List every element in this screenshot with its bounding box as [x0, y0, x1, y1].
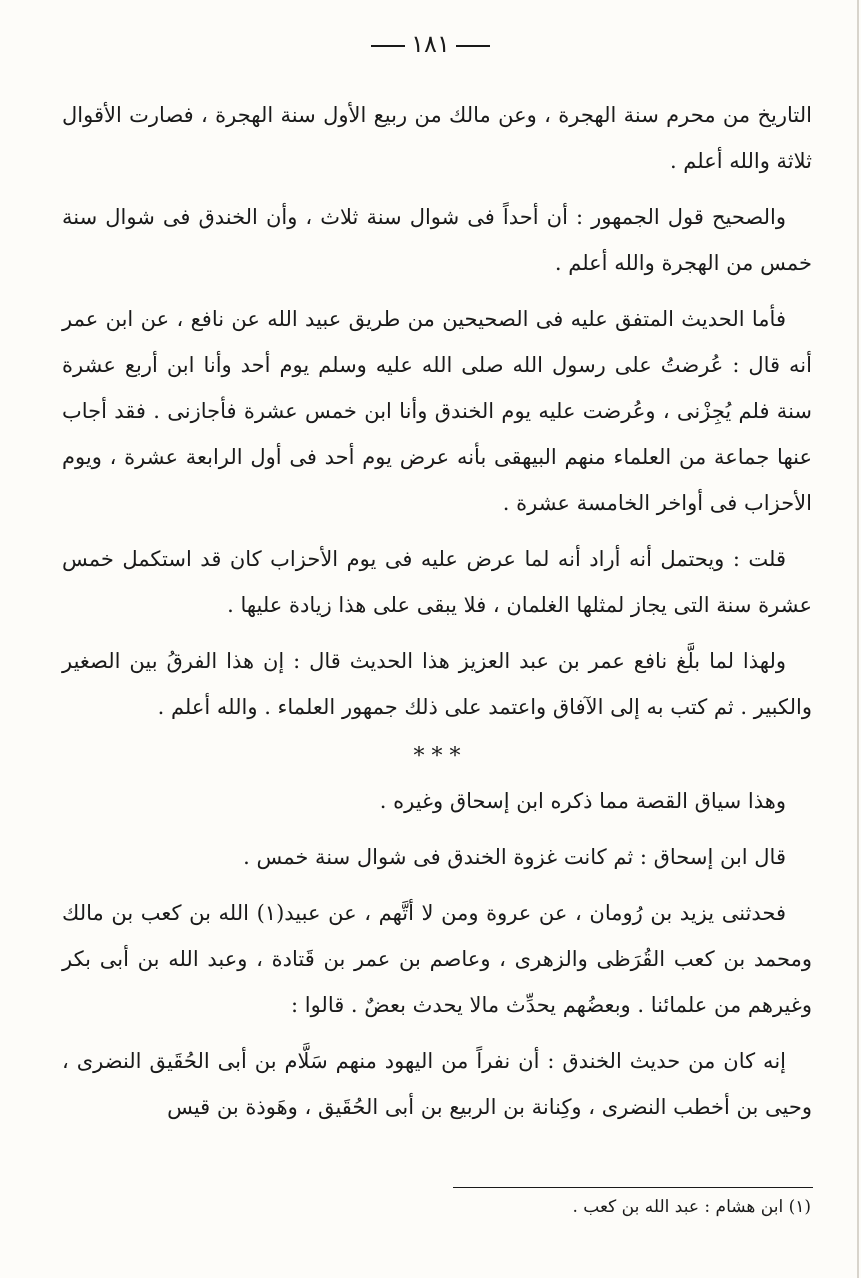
page-number: ١٨١: [411, 30, 450, 58]
main-text: [62, 92, 812, 1140]
paragraph: قال ابن إسحاق : ثم كانت غزوة الخندق فى شوال سنة خمس .: [243, 845, 786, 869]
paragraph: التاريخ من محرم سنة الهجرة ، وعن مالك من ربيع الأول سنة الهجرة ، فصارت الأقوال ثلاثة والله أعلم .: [62, 103, 812, 173]
paragraph: قلت : ويحتمل أنه أراد أنه لما عرض عليه فى يوم الأحزاب كان قد استكمل خمس عشرة سنة التى يجاز لمثلها الغلمان ، فلا يبقى على هذا زيادة عليها .: [62, 547, 812, 617]
paragraph: إنه كان من حديث الخندق : أن نفراً من اليهود منهم سَلَّام بن أبى الحُقَيق النضرى ، وحيى بن أخطب النضرى ، وكِنانة بن الربيع بن أبى الحُقَيق ، وهَوذة بن قيس: [62, 1049, 812, 1119]
paragraph: فأما الحديث المتفق عليه فى الصحيحين من طريق عبيد الله عن نافع ، عن ابن عمر أنه قال : عُرضتُ على رسول الله صلى الله عليه وسلم يوم أحد وأنا ابن أربع عشرة سنة فلم يُجِزْنى ، وعُرضت عليه يوم الخندق وأنا ابن خمس عشرة فأجازنى . فقد أجاب عنها جماعة من العلماء منهم البيهقى بأنه عرض يوم أحد فى أول الرابعة عشرة ، ويوم الأحزاب فى أواخر الخامسة عشرة .: [62, 307, 812, 515]
paragraph: ولهذا لما بلَّغ نافع عمر بن عبد العزيز هذا الحديث قال : إن هذا الفرقُ بين الصغير والكبير . ثم كتب به إلى الآفاق واعتمد على ذلك جمهور العلماء . والله أعلم .: [62, 649, 812, 719]
paragraph: فحدثنى يزيد بن رُومان ، عن عروة ومن لا أتَّهم ، عن عبيد(١) الله بن كعب بن مالك ومحمد بن كعب القُرَظى والزهرى ، وعاصم بن عمر بن قَتادة ، وعبد الله بن أبى بكر وغيرهم من علمائنا . وبعضُهم يحدِّث مالا يحدث بعضٌ . قالوا :: [62, 901, 812, 1017]
header-dash-right: [456, 45, 490, 47]
footnote: (١) ابن هشام : عبد الله بن كعب .: [572, 1197, 811, 1217]
footnote-divider: [453, 1187, 813, 1188]
paragraph: والصحيح قول الجمهور : أن أحداً فى شوال سنة ثلاث ، وأن الخندق فى شوال سنة خمس من الهجرة والله أعلم .: [62, 205, 812, 275]
paragraph: وهذا سياق القصة مما ذكره ابن إسحاق وغيره .: [379, 789, 786, 813]
page-number-header: [0, 30, 861, 58]
page-edge-shadow: [857, 0, 859, 1278]
header-dash-left: [371, 45, 405, 47]
section-separator: * * *: [413, 744, 461, 769]
